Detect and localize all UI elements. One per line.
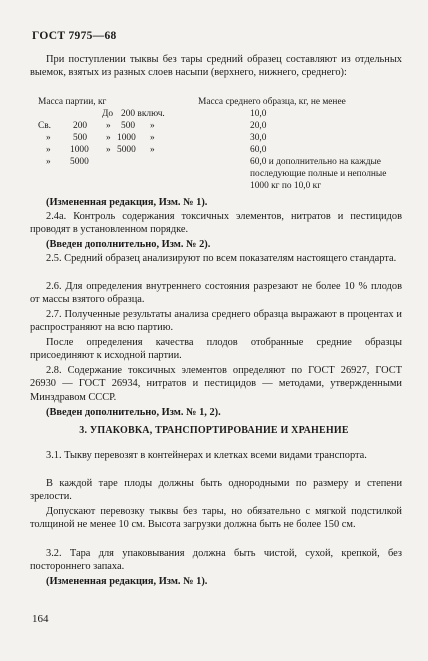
table-cell: последующие полные и неполные: [250, 169, 387, 179]
table-cell: 5000: [117, 145, 136, 155]
paragraph-2-5: 2.5. Средний образец анализируют по всем показателям настоящего стандарта.: [46, 253, 397, 264]
table-cell: 500: [73, 133, 88, 143]
table-cell: »: [46, 145, 51, 155]
intro-paragraph: При поступлении тыквы без тары средний образец составляют из отдельных выемок, взятых из разных слоев насыпи (верхнего, нижнего, среднего):: [30, 54, 402, 79]
amendment-note: (Измененная редакция, Изм. № 1).: [46, 197, 208, 208]
table-cell: 1000: [117, 133, 136, 143]
table-cell: 200 включ.: [121, 109, 165, 119]
table-cell: »: [46, 133, 51, 143]
col2-header: Масса среднего образца, кг, не менее: [198, 97, 346, 107]
amendment-note: (Измененная редакция, Изм. № 1).: [46, 576, 208, 587]
paragraph-3-1-transport: Допускают перевозку тыквы без тары, но обязательно с мягкой подстилкой толщиной не менее 10 см. Высота загрузки должна быть не более 150 см.: [30, 506, 402, 531]
table-cell: 30,0: [250, 133, 267, 143]
amendment-note: (Введен дополнительно, Изм. № 2).: [46, 239, 211, 250]
table-cell: »: [106, 145, 111, 155]
table-cell: 60,0: [250, 145, 267, 155]
table-cell: До: [102, 109, 114, 119]
paragraph-2-7: 2.7. Полученные результаты анализа среднего образца выражают в процентах и распространяют на всю партию.: [30, 309, 402, 334]
paragraph-2-6: 2.6. Для определения внутреннего состояния разрезают не более 10 % плодов от массы взятого образца.: [30, 281, 402, 306]
table-cell: »: [46, 157, 51, 167]
document-header: ГОСТ 7975—68: [32, 30, 117, 42]
table-cell: »: [106, 121, 111, 131]
paragraph-2-7-cont: После определения качества плодов отобранные средние образцы присоединяют к исходной партии.: [30, 337, 402, 362]
table-cell: 200: [73, 121, 88, 131]
table-cell: 60,0 и дополнительно на каждые: [250, 157, 381, 167]
table-cell: »: [106, 133, 111, 143]
table-cell: 1000 кг по 10,0 кг: [250, 181, 322, 191]
paragraph-3-1-cont: В каждой таре плоды должны быть однородными по размеру и степени зрелости.: [30, 478, 402, 503]
table-cell: 500: [121, 121, 136, 131]
paragraph-3-2: 3.2. Тара для упаковывания должна быть чистой, сухой, крепкой, без постороннего запаха.: [30, 548, 402, 573]
table-cell: 20,0: [250, 121, 267, 131]
paragraph-2-8: 2.8. Содержание токсичных элементов определяют по ГОСТ 26927, ГОСТ 26930 — ГОСТ 26934, нитратов и пестицидов — методами, утвержденными Минздравом СССР.: [30, 365, 402, 403]
table-cell: »: [150, 145, 155, 155]
table-cell: Св.: [38, 121, 52, 131]
table-cell: »: [150, 121, 155, 131]
paragraph-2-4a: 2.4а. Контроль содержания токсичных элементов, нитратов и пестицидов проводят в установленном порядке.: [30, 211, 402, 236]
col1-header: Масса партии, кг: [38, 97, 107, 107]
table-cell: 5000: [70, 157, 89, 167]
amendment-note: (Введен дополнительно, Изм. № 1, 2).: [46, 407, 221, 418]
paragraph-3-1: 3.1. Тыкву перевозят в контейнерах и клетках всеми видами транспорта.: [46, 450, 367, 461]
table-cell: »: [150, 133, 155, 143]
section-title: 3. УПАКОВКА, ТРАНСПОРТИРОВАНИЕ И ХРАНЕНИЕ: [79, 425, 349, 436]
page-number: 164: [32, 613, 49, 625]
table-cell: 10,0: [250, 109, 267, 119]
table-cell: 1000: [70, 145, 89, 155]
